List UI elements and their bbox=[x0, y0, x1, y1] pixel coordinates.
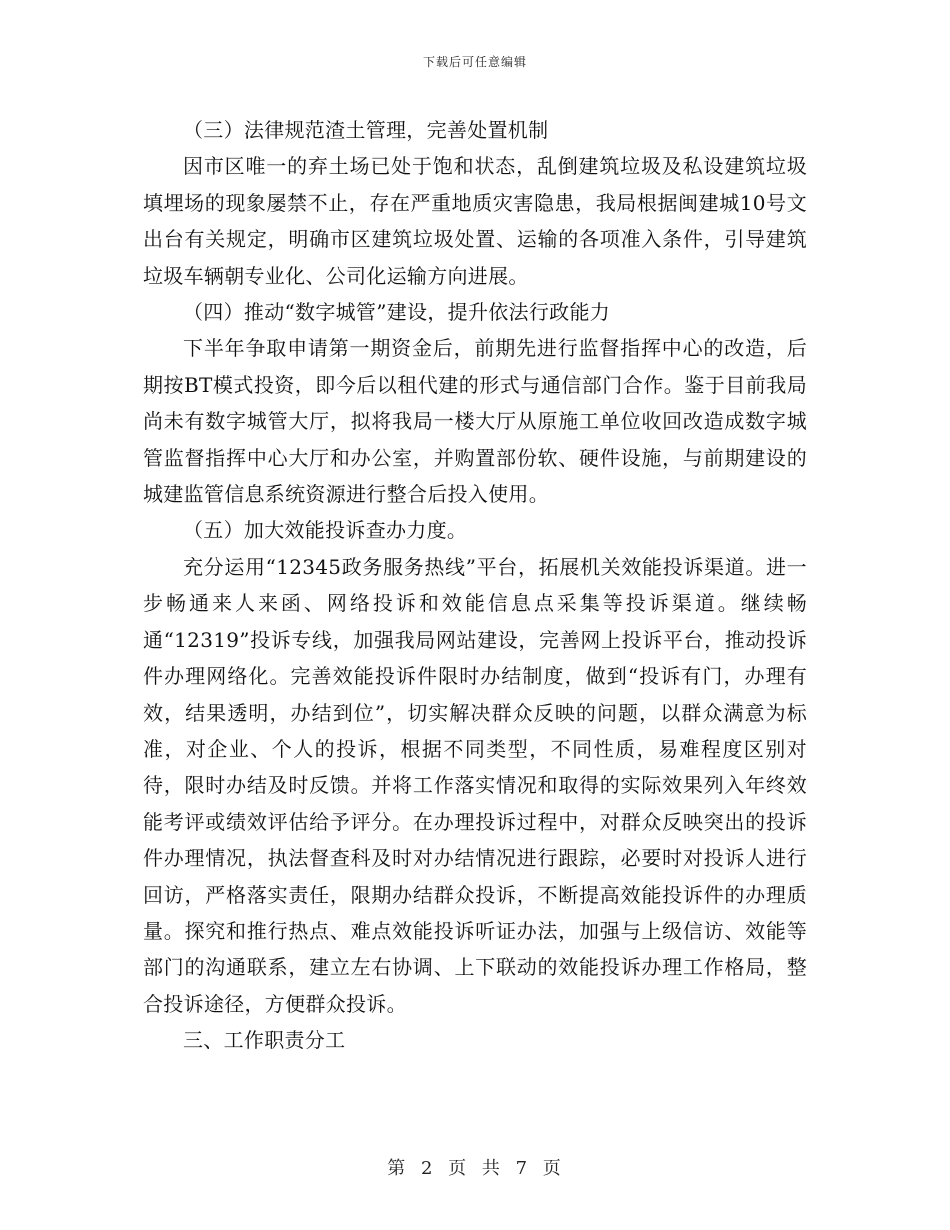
page-number-footer: 第 2 页 共 7 页 bbox=[387, 1158, 563, 1179]
section-heading-4: （四）推动“数字城管”建设，提升依法行政能力 bbox=[183, 300, 611, 325]
paragraph-digital-city-management: 下半年争取申请第一期资金后，前期先进行监督指挥中心的改造，后期按BT模式投资，即今后以租代建的形式与通信部门合作。鉴于目前我局尚未有数字城管大厅，拟将我局一楼大厅从原施工单位收回改造成数字城管监督指挥中心大厅和办公室，并购置部份软、硬件设施，与前期建设的城建监管信息系统资源进行整合后投入使用。 bbox=[143, 336, 807, 507]
section-heading-3: （三）法律规范渣土管理，完善处置机制 bbox=[183, 118, 549, 142]
paragraph-efficiency-complaints: 充分运用“12345政务服务热线”平台，拓展机关效能投诉渠道。进一步畅通来人来函、网络投诉和效能信息点采集等投诉渠道。继续畅通“12319”投诉专线，加强我局网站建设，完善网上投诉平台，推动投诉件办理网络化。完善效能投诉件限时办结制度，做到“投诉有门，办理有效，结果透明，办结到位”，切实解决群众反映的问题，以群众满意为标准，对企业、个人的投诉，根据不同类型，不同性质，易难程度区别对待，限时办结及时反馈。并将工作落实情况和取得的实际效果列入年终效能考评或绩效评估给予评分。在办理投诉过程中，对群众反映突出的投诉件办理情况，执法督查科及时对办结情况进行跟踪，必要时对投诉人进行回访，严格落实责任，限期办结群众投诉，不断提高效能投诉件的办理质量。探究和推行热点、难点效能投诉听证办法，加强与上级信访、效能等部门的沟通联系，建立左右协调、上下联动的效能投诉办理工作格局，整合投诉途径，方便群众投诉。 bbox=[143, 554, 807, 1016]
section-heading-5: （五）加大效能投诉查办力度。 bbox=[183, 518, 468, 543]
section-heading-responsibilities: 三、工作职责分工 bbox=[183, 1028, 346, 1053]
paragraph-construction-waste: 因市区唯一的弃土场已处于饱和状态，乱倒建筑垃圾及私设建筑垃圾填埋场的现象屡禁不止，存在严重地质灾害隐患，我局根据闽建城10号文出台有关规定，明确市区建筑垃圾处置、运输的各项准入条件，引导建筑垃圾车辆朝专业化、公司化运输方向进展。 bbox=[143, 154, 807, 288]
document-body bbox=[143, 112, 807, 1059]
page-header: 下载后可任意编辑 bbox=[422, 55, 527, 69]
